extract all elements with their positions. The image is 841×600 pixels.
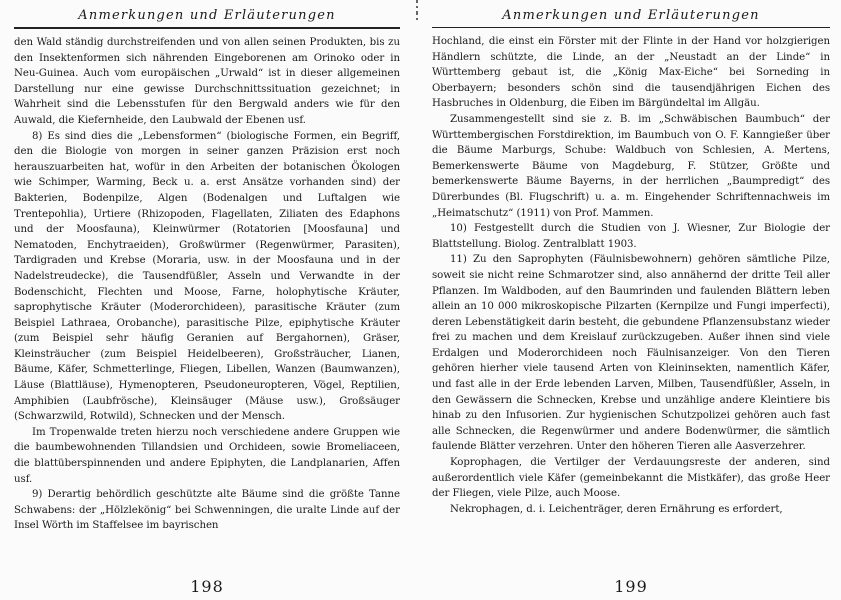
paragraph: Koprophagen, die Vertilger der Verdauungsreste der anderen, sind außerordentlich viele Käfer (gemeinbekannt die Mistkäfer), das große Heer der Fliegen, viele Pilze, auch Moose. [432, 457, 830, 500]
paragraph: den Wald ständig durchstreifenden und von allen seinen Produkten, bis zu den Insektenformen sich nährenden Eingeborenen am Orinoko oder in Neu-Guinea. Auch vom europäischen „Urwald“ ist in dieser allgemeinen Darstellung nur eine gewisse Durchschnittssituation gezeichnet; in Wahrheit sind die Lebensstufen für den Bergwald anders wie für den Auwald, die Kiefernheide, den Laubwald der Ebenen usf. [14, 37, 400, 126]
left-page [14, 8, 400, 596]
paragraph: Im Tropenwalde treten hierzu noch verschiedene andere Gruppen wie die baumbewohnenden Tillandsien und Orchideen, sowie Bromeliaceen, die blattüberspinnenden und andere Epiphyten, die Landplanarien, Affen usf. [14, 426, 400, 485]
page-body [432, 34, 830, 517]
running-header: Anmerkungen und Erläuterungen [14, 8, 400, 29]
page-body [14, 35, 400, 534]
paragraph: Hochland, die einst ein Förster mit der Flinte in der Hand vor holzgierigen Händlern schützte, die Linde, an der „Neustadt an der Linde“ in Württemberg gebaut ist, die „König Max-Eiche“ bei Sorneding in Oberbayern; besonders schön sind die tausendjährigen Eichen des Hasbruches in Oldenburg, die Eiben im Bärgündeltal im Allgäu. [432, 36, 830, 110]
gutter-fold [414, 0, 420, 600]
footnote-8: 8) Es sind dies die „Lebensformen“ (biologische Formen, ein Begriff, den die Biologie von morgen in seiner ganzen Präzision erst noch herauszuarbeiten hat, wofür in den Arbeiten der botanischen Ökologen wie Schimper, Warming, Beck u. a. erst Ansätze vorhanden sind) der Bakterien, Bodenpilze, Algen (Bodenalgen und Luftalgen wie Trentepohlia), Urtiere (Rhizopoden, Flagellaten, Ziliaten des Edaphons und der Moosfauna), Kleinwürmer (Rotatorien [Moosfauna] und Nematoden, Enchytraeiden), Großwürmer (Regenwürmer, Parasiten), Tardigraden und Krebse (Moraria, usw. in der Moosfauna und in der Nadelstreudecke), die Tausendfüßler, Asseln und Verwandte in der Bodenschicht, Flechten und Moose, Farne, holophytische Kräuter, saprophytische Kräuter (Moderorchideen), parasitische Kräuter (zum Beispiel Lathraea, Orobanche), parasitische Pilze, epiphytische Kräuter (zum Beispiel sehr häufig Geranien auf Bergahornen), Gräser, Kleinsträucher (zum Beispiel Heidelbeeren), Großsträucher, Lianen, Bäume, Käfer, Schmetterlinge, Fliegen, Libellen, Wanzen (Baumwanzen), Läuse (Blattläuse), Hymenopteren, Pseudoneuropteren, Vögel, Reptilien, Amphibien (Laubfrösche), Kleinsäuger (Mäuse usw.), Großsäuger (Schwarzwild, Rotwild), Schnecken und der Mensch. [14, 130, 400, 423]
paragraph: Zusammengestellt sind sie z. B. im „Schwäbischen Baumbuch“ der Württembergischen Forstdirektion, im Baumbuch von O. F. Kanngießer über die Bäume Marburgs, Schube: Waldbuch von Schlesien, A. Mertens, Bemerkenswerte Bäume von Magdeburg, F. Stützer, Größte und bemerkenswerte Bäume Bayerns, in der herrlichen „Baumpredigt“ des Dürerbundes (Bl. Flugschrift) u. a. m. Eingehender Schriftennachweis im „Heimatschutz“ (1911) von Prof. Mammen. [432, 113, 830, 219]
footnote-9: 9) Derartig behördlich geschützte alte Bäume sind die größte Tanne Schwabens: der „Hölzlekönig“ bei Schwenningen, die uralte Linde auf der Insel Wörth im Staffelsee im bayrischen [14, 489, 400, 532]
page-number: 198 [190, 577, 224, 596]
footnote-11: 11) Zu den Saprophyten (Fäulnisbewohnern) gehören sämtliche Pilze, soweit sie nicht reine Schmarotzer sind, also annähernd der dritte Teil aller Pflanzen. Im Waldboden, auf den Baumrinden und faulenden Blättern leben allein an 10 000 mikroskopische Pilzarten (Kernpilze und Fungi imperfecti), deren Lebenstätigkeit darin besteht, die gebundene Pflanzensubstanz wieder frei zu machen und dem Kreislauf zurückzugeben. Außer ihnen sind viele Erdalgen und Moderorchideen noch Fäulnisanzeiger. Von den Tieren gehören hierher viele tausend Arten von Kleininsekten, namentlich Käfer, und fast alle in der Erde lebenden Larven, Milben, Tausendfüßler, Asseln, in den Gewässern die Schnecken, Krebse und unzählige andere Kleintiere bis hinab zu den Infusorien. Zur hygienischen Schutzpolizei gehören auch fast alle Schnecken, die Regenwürmer und andere Bodenwürmer, die sämtlich faulende Blätter verzehren. Unter den höheren Tieren alle Aasverzehrer. [432, 254, 830, 453]
running-header: Anmerkungen und Erläuterungen [432, 8, 830, 28]
page-number: 199 [614, 577, 648, 596]
footnote-10: 10) Festgestellt durch die Studien von J. Wiesner, Zur Biologie der Blattstellung. Biolog. Zentralblatt 1903. [432, 223, 830, 250]
right-page [432, 8, 830, 596]
paragraph: Nekrophagen, d. i. Leichenträger, deren Ernährung es erfordert, [450, 503, 783, 515]
